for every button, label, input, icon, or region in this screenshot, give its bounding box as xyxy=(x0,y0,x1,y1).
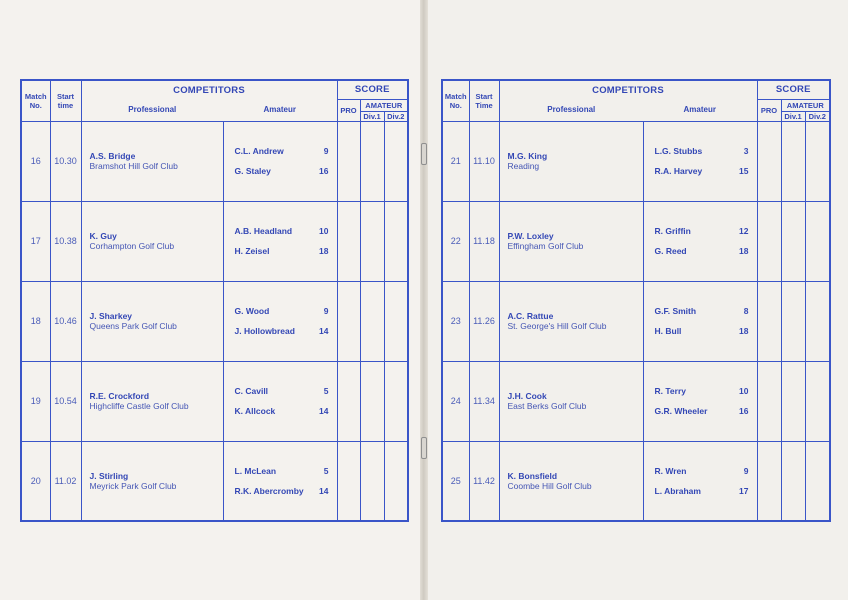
amateur-cell xyxy=(223,281,337,361)
professional-name: P.W. Loxley xyxy=(507,231,554,241)
amateur-entry xyxy=(644,401,757,421)
professional-name: K. Bonsfield xyxy=(507,470,558,481)
col-header-amateur-score: AMATEUR xyxy=(360,99,408,111)
div2-score-cell[interactable] xyxy=(384,361,408,441)
amateur-handicap: 15 xyxy=(739,166,749,176)
amateur-cell xyxy=(223,201,337,281)
amateur-handicap: 14 xyxy=(319,326,329,336)
amateur-cell xyxy=(223,441,337,521)
start-time: 11.18 xyxy=(469,201,499,281)
amateur-handicap: 9 xyxy=(743,465,749,476)
start-time: 11.26 xyxy=(469,281,499,361)
amateur-cell xyxy=(643,441,757,521)
amateur-entry xyxy=(644,241,757,261)
match-number: 22 xyxy=(442,201,469,281)
pro-score-cell[interactable] xyxy=(757,361,781,441)
start-time: 11.42 xyxy=(469,441,499,521)
div2-score-cell[interactable] xyxy=(805,361,830,441)
amateur-handicap: 17 xyxy=(739,485,749,496)
amateur-handicap: 12 xyxy=(739,226,749,236)
professional-club: Highcliffe Castle Golf Club xyxy=(89,401,189,411)
div2-score-cell[interactable] xyxy=(384,281,408,361)
match-row xyxy=(442,441,830,521)
col-header-pro: PRO xyxy=(337,99,360,121)
amateur-entry xyxy=(644,381,757,401)
div2-score-cell[interactable] xyxy=(805,281,830,361)
amateur-entry xyxy=(224,241,337,261)
col-header-competitors: COMPETITORS xyxy=(81,80,337,99)
col-header-score: SCORE xyxy=(757,80,830,99)
amateur-handicap: 5 xyxy=(323,386,329,396)
match-row xyxy=(442,121,830,201)
amateur-cell xyxy=(643,201,757,281)
col-header-amateur: Amateur xyxy=(223,99,337,121)
div1-score-cell[interactable] xyxy=(781,441,805,521)
booklet-spine xyxy=(420,0,428,600)
professional-club: Corhampton Golf Club xyxy=(89,241,175,251)
professional-club: St. George's Hill Golf Club xyxy=(507,321,607,331)
amateur-handicap: 16 xyxy=(739,406,749,416)
col-header-professional: Professional xyxy=(81,99,223,121)
amateur-entry xyxy=(644,321,757,341)
professional-name: R.E. Crockford xyxy=(89,391,150,401)
amateur-cell xyxy=(643,121,757,201)
amateur-cell xyxy=(223,121,337,201)
left-match-rows xyxy=(21,121,408,521)
col-header-pro: PRO xyxy=(757,99,781,121)
div2-score-cell[interactable] xyxy=(805,121,830,201)
amateur-handicap: 18 xyxy=(739,326,749,336)
div2-score-cell[interactable] xyxy=(384,441,408,521)
professional-club: Coombe Hill Golf Club xyxy=(507,480,592,491)
col-header-match-no: Match No. xyxy=(442,80,469,121)
amateur-entry xyxy=(224,381,337,401)
amateur-entry xyxy=(224,481,337,501)
start-time: 10.46 xyxy=(50,281,81,361)
amateur-name: G.F. Smith xyxy=(654,306,697,316)
match-number: 18 xyxy=(21,281,50,361)
professional-club: East Berks Golf Club xyxy=(507,401,587,411)
professional-club: Reading xyxy=(507,161,540,171)
match-number: 25 xyxy=(442,441,469,521)
professional-name: J. Stirling xyxy=(89,470,129,481)
pro-score-cell[interactable] xyxy=(337,281,360,361)
div2-score-cell[interactable] xyxy=(805,441,830,521)
match-row xyxy=(442,201,830,281)
amateur-cell xyxy=(643,281,757,361)
match-row xyxy=(21,441,408,521)
amateur-handicap: 9 xyxy=(323,306,329,316)
div1-score-cell[interactable] xyxy=(360,361,384,441)
pro-score-cell[interactable] xyxy=(757,201,781,281)
amateur-handicap: 14 xyxy=(319,485,329,496)
amateur-name: K. Allcock xyxy=(234,406,276,416)
professional-club: Bramshot Hill Golf Club xyxy=(89,161,178,171)
pro-score-cell[interactable] xyxy=(337,361,360,441)
match-row xyxy=(21,201,408,281)
pro-score-cell[interactable] xyxy=(337,441,360,521)
amateur-name: J. Hollowbread xyxy=(234,326,295,336)
div2-score-cell[interactable] xyxy=(384,121,408,201)
col-header-div1: Div.1 xyxy=(781,111,805,121)
match-number: 19 xyxy=(21,361,50,441)
amateur-entry xyxy=(224,301,337,321)
professional-cell xyxy=(499,361,643,441)
start-time: 11.10 xyxy=(469,121,499,201)
amateur-name: G. Staley xyxy=(234,166,271,176)
amateur-entry xyxy=(224,161,337,181)
amateur-name: C. Cavill xyxy=(234,386,269,396)
match-row xyxy=(21,121,408,201)
professional-cell xyxy=(499,441,643,521)
amateur-name: L. McLean xyxy=(234,465,277,476)
amateur-name: R.K. Abercromby xyxy=(234,485,304,496)
amateur-name: L.G. Stubbs xyxy=(654,146,703,156)
match-row xyxy=(21,281,408,361)
professional-club: Queens Park Golf Club xyxy=(89,321,177,331)
amateur-entry xyxy=(644,461,757,481)
amateur-entry xyxy=(224,141,337,161)
amateur-name: L. Abraham xyxy=(654,485,701,496)
match-row xyxy=(442,361,830,441)
start-time: 11.34 xyxy=(469,361,499,441)
pro-score-cell[interactable] xyxy=(757,441,781,521)
professional-name: J.H. Cook xyxy=(507,391,547,401)
amateur-handicap: 18 xyxy=(319,246,329,256)
div1-score-cell[interactable] xyxy=(781,201,805,281)
professional-cell xyxy=(499,281,643,361)
professional-name: A.S. Bridge xyxy=(89,151,136,161)
amateur-entry xyxy=(644,141,757,161)
start-time: 11.02 xyxy=(50,441,81,521)
amateur-name: H. Bull xyxy=(654,326,682,336)
col-header-div2: Div.2 xyxy=(384,111,408,121)
div1-score-cell[interactable] xyxy=(781,121,805,201)
professional-cell xyxy=(499,201,643,281)
col-header-start-time: Start time xyxy=(50,80,81,121)
col-header-start-time: Start Time xyxy=(469,80,499,121)
professional-cell xyxy=(81,201,223,281)
col-header-amateur-score: AMATEUR xyxy=(781,99,830,111)
professional-club: Meyrick Park Golf Club xyxy=(89,480,177,491)
right-match-rows xyxy=(442,121,830,521)
col-header-professional: Professional xyxy=(499,99,643,121)
professional-cell xyxy=(81,361,223,441)
match-number: 24 xyxy=(442,361,469,441)
staple-top xyxy=(421,143,427,165)
amateur-handicap: 9 xyxy=(323,146,329,156)
amateur-name: R. Terry xyxy=(654,386,686,396)
amateur-entry xyxy=(644,161,757,181)
professional-cell xyxy=(499,121,643,201)
match-number: 16 xyxy=(21,121,50,201)
amateur-entry xyxy=(224,321,337,341)
pro-score-cell[interactable] xyxy=(337,121,360,201)
div1-score-cell[interactable] xyxy=(360,121,384,201)
match-number: 17 xyxy=(21,201,50,281)
div1-score-cell[interactable] xyxy=(781,281,805,361)
col-header-score: SCORE xyxy=(337,80,408,99)
div2-score-cell[interactable] xyxy=(384,201,408,281)
amateur-name: R. Griffin xyxy=(654,226,691,236)
amateur-handicap: 5 xyxy=(323,465,329,476)
amateur-entry xyxy=(224,221,337,241)
left-draw-sheet xyxy=(20,79,409,522)
amateur-entry xyxy=(644,301,757,321)
col-header-div2: Div.2 xyxy=(805,111,830,121)
col-header-amateur: Amateur xyxy=(643,99,757,121)
col-header-match-no: Match No. xyxy=(21,80,50,121)
staple-bottom xyxy=(421,437,427,459)
amateur-name: G.R. Wheeler xyxy=(654,406,708,416)
div1-score-cell[interactable] xyxy=(781,361,805,441)
col-header-div1: Div.1 xyxy=(360,111,384,121)
amateur-handicap: 3 xyxy=(743,146,749,156)
amateur-handicap: 16 xyxy=(319,166,329,176)
right-draw-sheet xyxy=(441,79,831,522)
professional-cell xyxy=(81,441,223,521)
pro-score-cell[interactable] xyxy=(337,201,360,281)
amateur-name: G. Wood xyxy=(234,306,270,316)
amateur-handicap: 8 xyxy=(743,306,749,316)
amateur-name: A.B. Headland xyxy=(234,226,293,236)
amateur-handicap: 18 xyxy=(739,246,749,256)
amateur-entry xyxy=(224,461,337,481)
div2-score-cell[interactable] xyxy=(805,201,830,281)
start-time: 10.54 xyxy=(50,361,81,441)
amateur-entry xyxy=(224,401,337,421)
pro-score-cell[interactable] xyxy=(757,121,781,201)
professional-club: Effingham Golf Club xyxy=(507,241,584,251)
amateur-entry xyxy=(644,481,757,501)
match-number: 23 xyxy=(442,281,469,361)
amateur-name: G. Reed xyxy=(654,246,687,256)
col-header-competitors: COMPETITORS xyxy=(499,80,757,99)
professional-cell xyxy=(81,121,223,201)
amateur-name: C.L. Andrew xyxy=(234,146,284,156)
div1-score-cell[interactable] xyxy=(360,201,384,281)
amateur-handicap: 14 xyxy=(319,406,329,416)
amateur-name: R.A. Harvey xyxy=(654,166,703,176)
professional-name: J. Sharkey xyxy=(89,311,133,321)
match-number: 21 xyxy=(442,121,469,201)
amateur-entry xyxy=(644,221,757,241)
amateur-cell xyxy=(223,361,337,441)
professional-name: K. Guy xyxy=(89,231,117,241)
professional-cell xyxy=(81,281,223,361)
professional-name: M.G. King xyxy=(507,151,548,161)
amateur-handicap: 10 xyxy=(739,386,749,396)
match-row xyxy=(21,361,408,441)
div1-score-cell[interactable] xyxy=(360,281,384,361)
match-row xyxy=(442,281,830,361)
amateur-name: R. Wren xyxy=(654,465,687,476)
div1-score-cell[interactable] xyxy=(360,441,384,521)
start-time: 10.30 xyxy=(50,121,81,201)
match-number: 20 xyxy=(21,441,50,521)
pro-score-cell[interactable] xyxy=(757,281,781,361)
amateur-name: H. Zeisel xyxy=(234,246,270,256)
amateur-cell xyxy=(643,361,757,441)
start-time: 10.38 xyxy=(50,201,81,281)
amateur-handicap: 10 xyxy=(319,226,329,236)
professional-name: A.C. Rattue xyxy=(507,311,554,321)
